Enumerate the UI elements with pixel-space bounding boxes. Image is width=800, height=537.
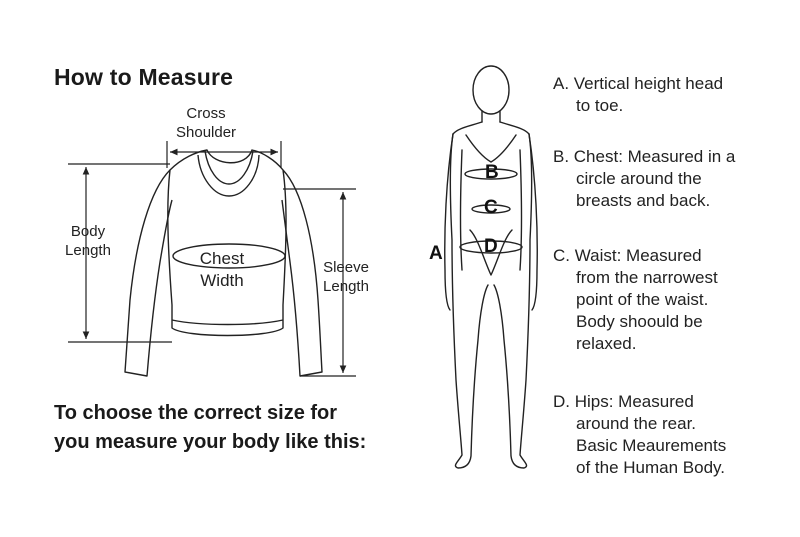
body-length-label-line2: Length [65, 242, 111, 259]
description-b-line3: breasts and back. [576, 191, 711, 210]
description-b [553, 146, 793, 212]
instruction-text [54, 399, 434, 457]
instruction-line2: you measure your body like this: [54, 431, 367, 453]
description-b-line1: B. Chest: Measured in a [553, 147, 736, 166]
instruction-line1: To choose the correct size for [54, 402, 338, 424]
cross-shoulder-label [176, 104, 236, 142]
chest-width-label-line2: Width [200, 271, 244, 290]
figure-letter-b: B [485, 162, 499, 183]
chest-width-label [188, 248, 256, 292]
chest-width-label-line1: Chest [199, 249, 245, 268]
description-d-line2: around the rear. [576, 414, 697, 433]
description-c-line5: relaxed. [576, 334, 637, 353]
description-d-line4: of the Human Body. [576, 458, 725, 477]
description-a-line2: to toe. [576, 96, 624, 115]
description-c-line4: Body shoould be [576, 312, 703, 331]
figure-letter-d: D [484, 236, 498, 257]
page-title: How to Measure [54, 64, 234, 90]
description-d [553, 391, 793, 479]
cross-shoulder-label-line2: Shoulder [176, 124, 237, 141]
description-d-line1: D. Hips: Measured [553, 392, 694, 411]
human-figure [445, 66, 537, 468]
description-c-line2: from the narrowest [576, 268, 718, 287]
description-c-line3: point of the waist. [576, 290, 709, 309]
description-d-line3: Basic Meaurements [576, 436, 727, 455]
description-b-line2: circle around the [576, 169, 702, 188]
description-a-line1: A. Vertical height head [553, 74, 724, 93]
description-c [553, 245, 793, 355]
cross-shoulder-label-line1: Cross [186, 105, 226, 122]
body-length-label [56, 222, 120, 260]
sleeve-length-label-line2: Length [323, 278, 369, 295]
sleeve-length-label-line1: Sleeve [323, 259, 369, 276]
description-a [553, 73, 793, 117]
figure-letter-a: A [429, 243, 443, 264]
sleeve-length-label [312, 258, 380, 296]
description-c-line1: C. Waist: Measured [553, 246, 702, 265]
figure-letter-c: C [484, 197, 498, 218]
body-length-label-line1: Body [70, 223, 106, 240]
